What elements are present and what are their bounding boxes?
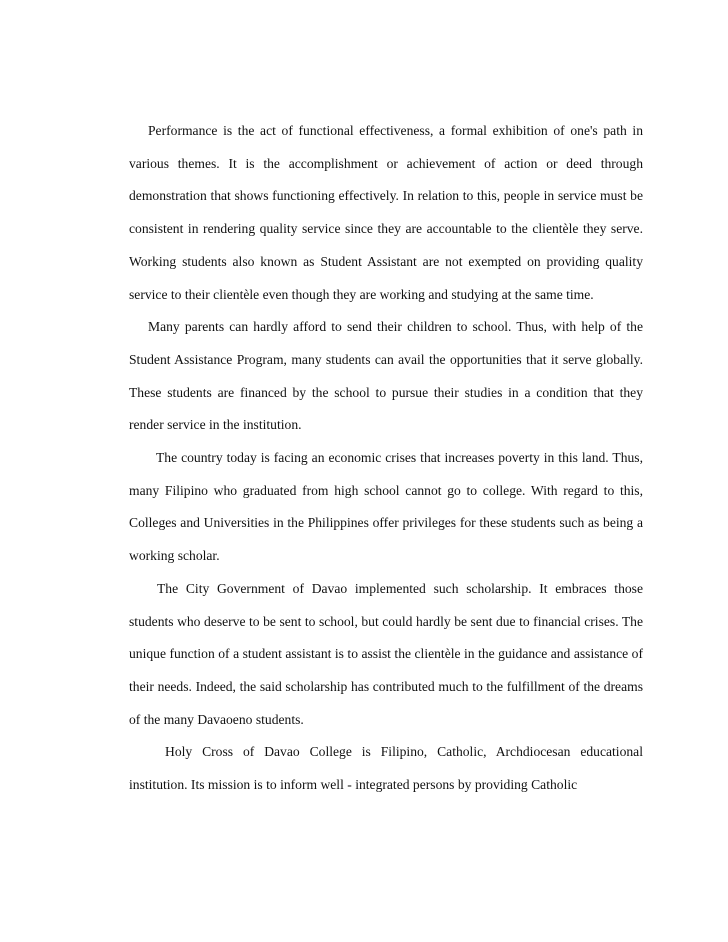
paragraph-performance: Performance is the act of functional effectiveness, a formal exhibition of one's path in various themes. It is the accomplishment or achievement of action or deed through demonstration that shows functioning effectively. In relation to this, people in service must be consistent in rendering quality service since they are accountable to the clientèle they serve. Working students also known as Student Assistant are not exempted on providing quality service to their clientèle even though they are working and studying at the same time. bbox=[129, 123, 643, 302]
paragraph-parents: Many parents can hardly afford to send their children to school. Thus, with help of the Student Assistance Program, many students can avail the opportunities that it serve globally. These students are financed by the school to pursue their studies in a condition that they render service in the institution. bbox=[129, 319, 643, 433]
paragraph-holy-cross: Holy Cross of Davao College is Filipino, Catholic, Archdiocesan educational institution. Its mission is to inform well - integrated persons by providing Catholic bbox=[129, 744, 643, 793]
document-body bbox=[129, 115, 643, 802]
paragraph-davao-scholarship: The City Government of Davao implemented such scholarship. It embraces those students who deserve to be sent to school, but could hardly be sent due to financial crises. The unique function of a student assistant is to assist the clientèle in the guidance and assistance of their needs. Indeed, the said scholarship has contributed much to the fulfillment of the dreams of the many Davaoeno students. bbox=[129, 580, 643, 727]
paragraph-economic-crises: The country today is facing an economic crises that increases poverty in this land. Thus, many Filipino who graduated from high school cannot go to college. With regard to this, Colleges and Universities in the Philippines offer privileges for these students such as being a working scholar. bbox=[129, 450, 643, 564]
